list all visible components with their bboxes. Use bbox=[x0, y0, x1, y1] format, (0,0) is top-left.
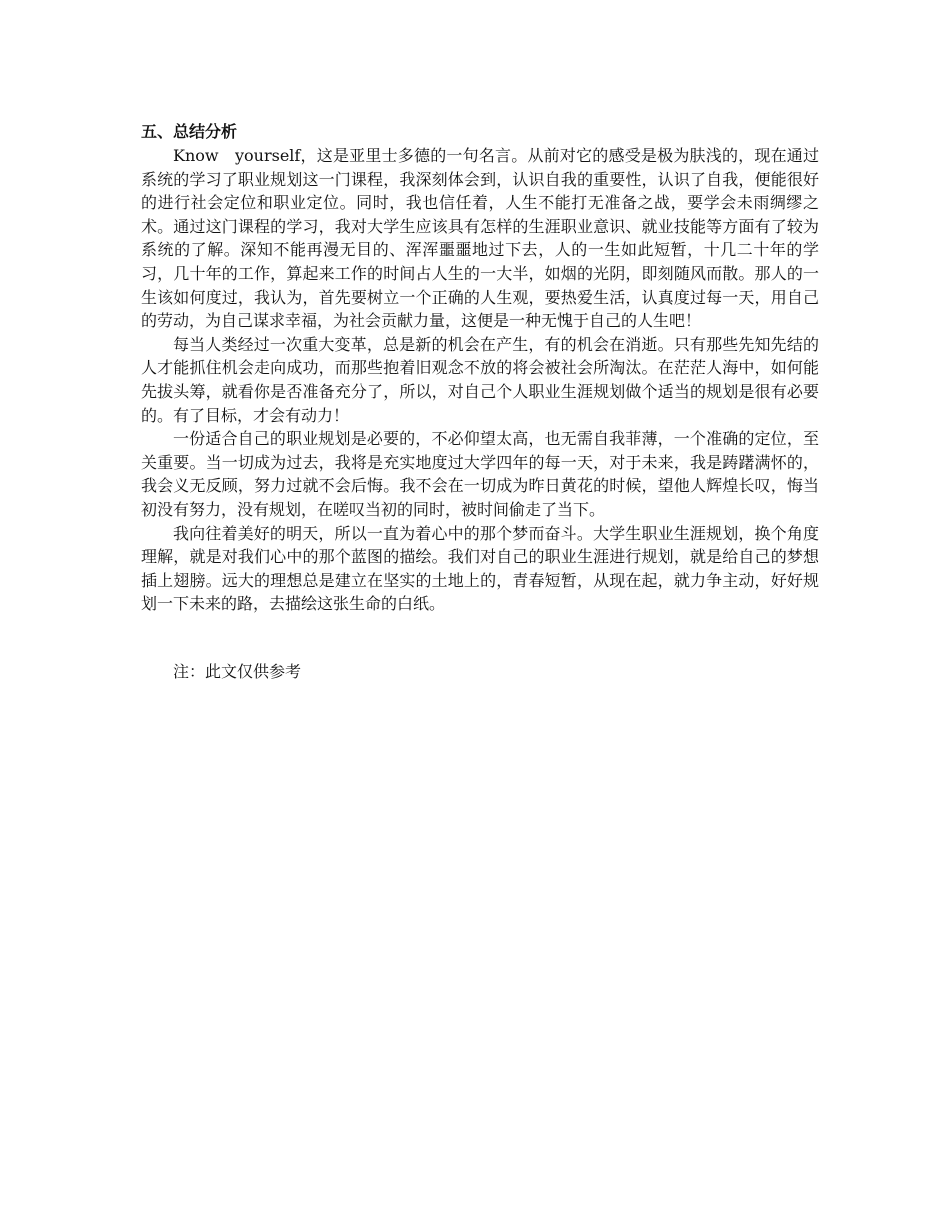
paragraph-know-yourself: Know yourself，这是亚里士多德的一句名言。从前对它的感受是极为肤浅的，现在通过系统的学习了职业规划这一门课程，我深刻体会到，认识自我的重要性，认识了自我，便能很好的进行社会定位和职业定位。同时，我也信任着，人生不能打无准备之战，要学会未雨绸缪之术。通过这门课程的学习，我对大学生应该具有怎样的生涯职业意识、就业技能等方面有了较为系统的了解。深知不能再漫无目的、浑浑噩噩地过下去，人的一生如此短暂，十几二十年的学习，几十年的工作，算起来工作的时间占人生的一大半，如烟的光阴，即刻随风而散。那人的一生该如何度过，我认为，首先要树立一个正确的人生观，要热爱生活，认真度过每一天，用自己的劳动，为自己谋求幸福，为社会贡献力量，这便是一种无愧于自己的人生吧！ bbox=[141, 146, 819, 331]
paragraph-career-plan: 一份适合自己的职业规划是必要的，不必仰望太高，也无需自我菲薄，一个准确的定位，至关重要。当一切成为过去，我将是充实地度过大学四年的每一天，对于未来，我是踌躇满怀的，我会义无反顾，努力过就不会后悔。我不会在一切成为昨日黄花的时候，望他人辉煌长叹，悔当初没有努力，没有规划，在嗟叹当初的同时，被时间偷走了当下。 bbox=[141, 429, 819, 519]
section-heading: 五、总结分析 bbox=[141, 122, 238, 141]
paragraph-dream: 我向往着美好的明天，所以一直为着心中的那个梦而奋斗。大学生职业生涯规划，换个角度理解，就是对我们心中的那个蓝图的描绘。我们对自己的职业生涯进行规划，就是给自己的梦想插上翅膀。远大的理想总是建立在坚实的土地上的，青春短暂，从现在起，就力争主动，好好规划一下未来的路，去描绘这张生命的白纸。 bbox=[141, 523, 819, 614]
reference-note: 注：此文仅供参考 bbox=[173, 661, 302, 681]
paragraph-opportunity: 每当人类经过一次重大变革，总是新的机会在产生，有的机会在消逝。只有那些先知先结的人才能抓住机会走向成功，而那些抱着旧观念不放的将会被社会所淘汰。在茫茫人海中，如何能先拔头筹，就看你是否准备充分了，所以，对自己个人职业生涯规划做个适当的规划是很有必要的。有了目标，才会有动力！ bbox=[141, 334, 819, 425]
document-page bbox=[141, 120, 819, 683]
